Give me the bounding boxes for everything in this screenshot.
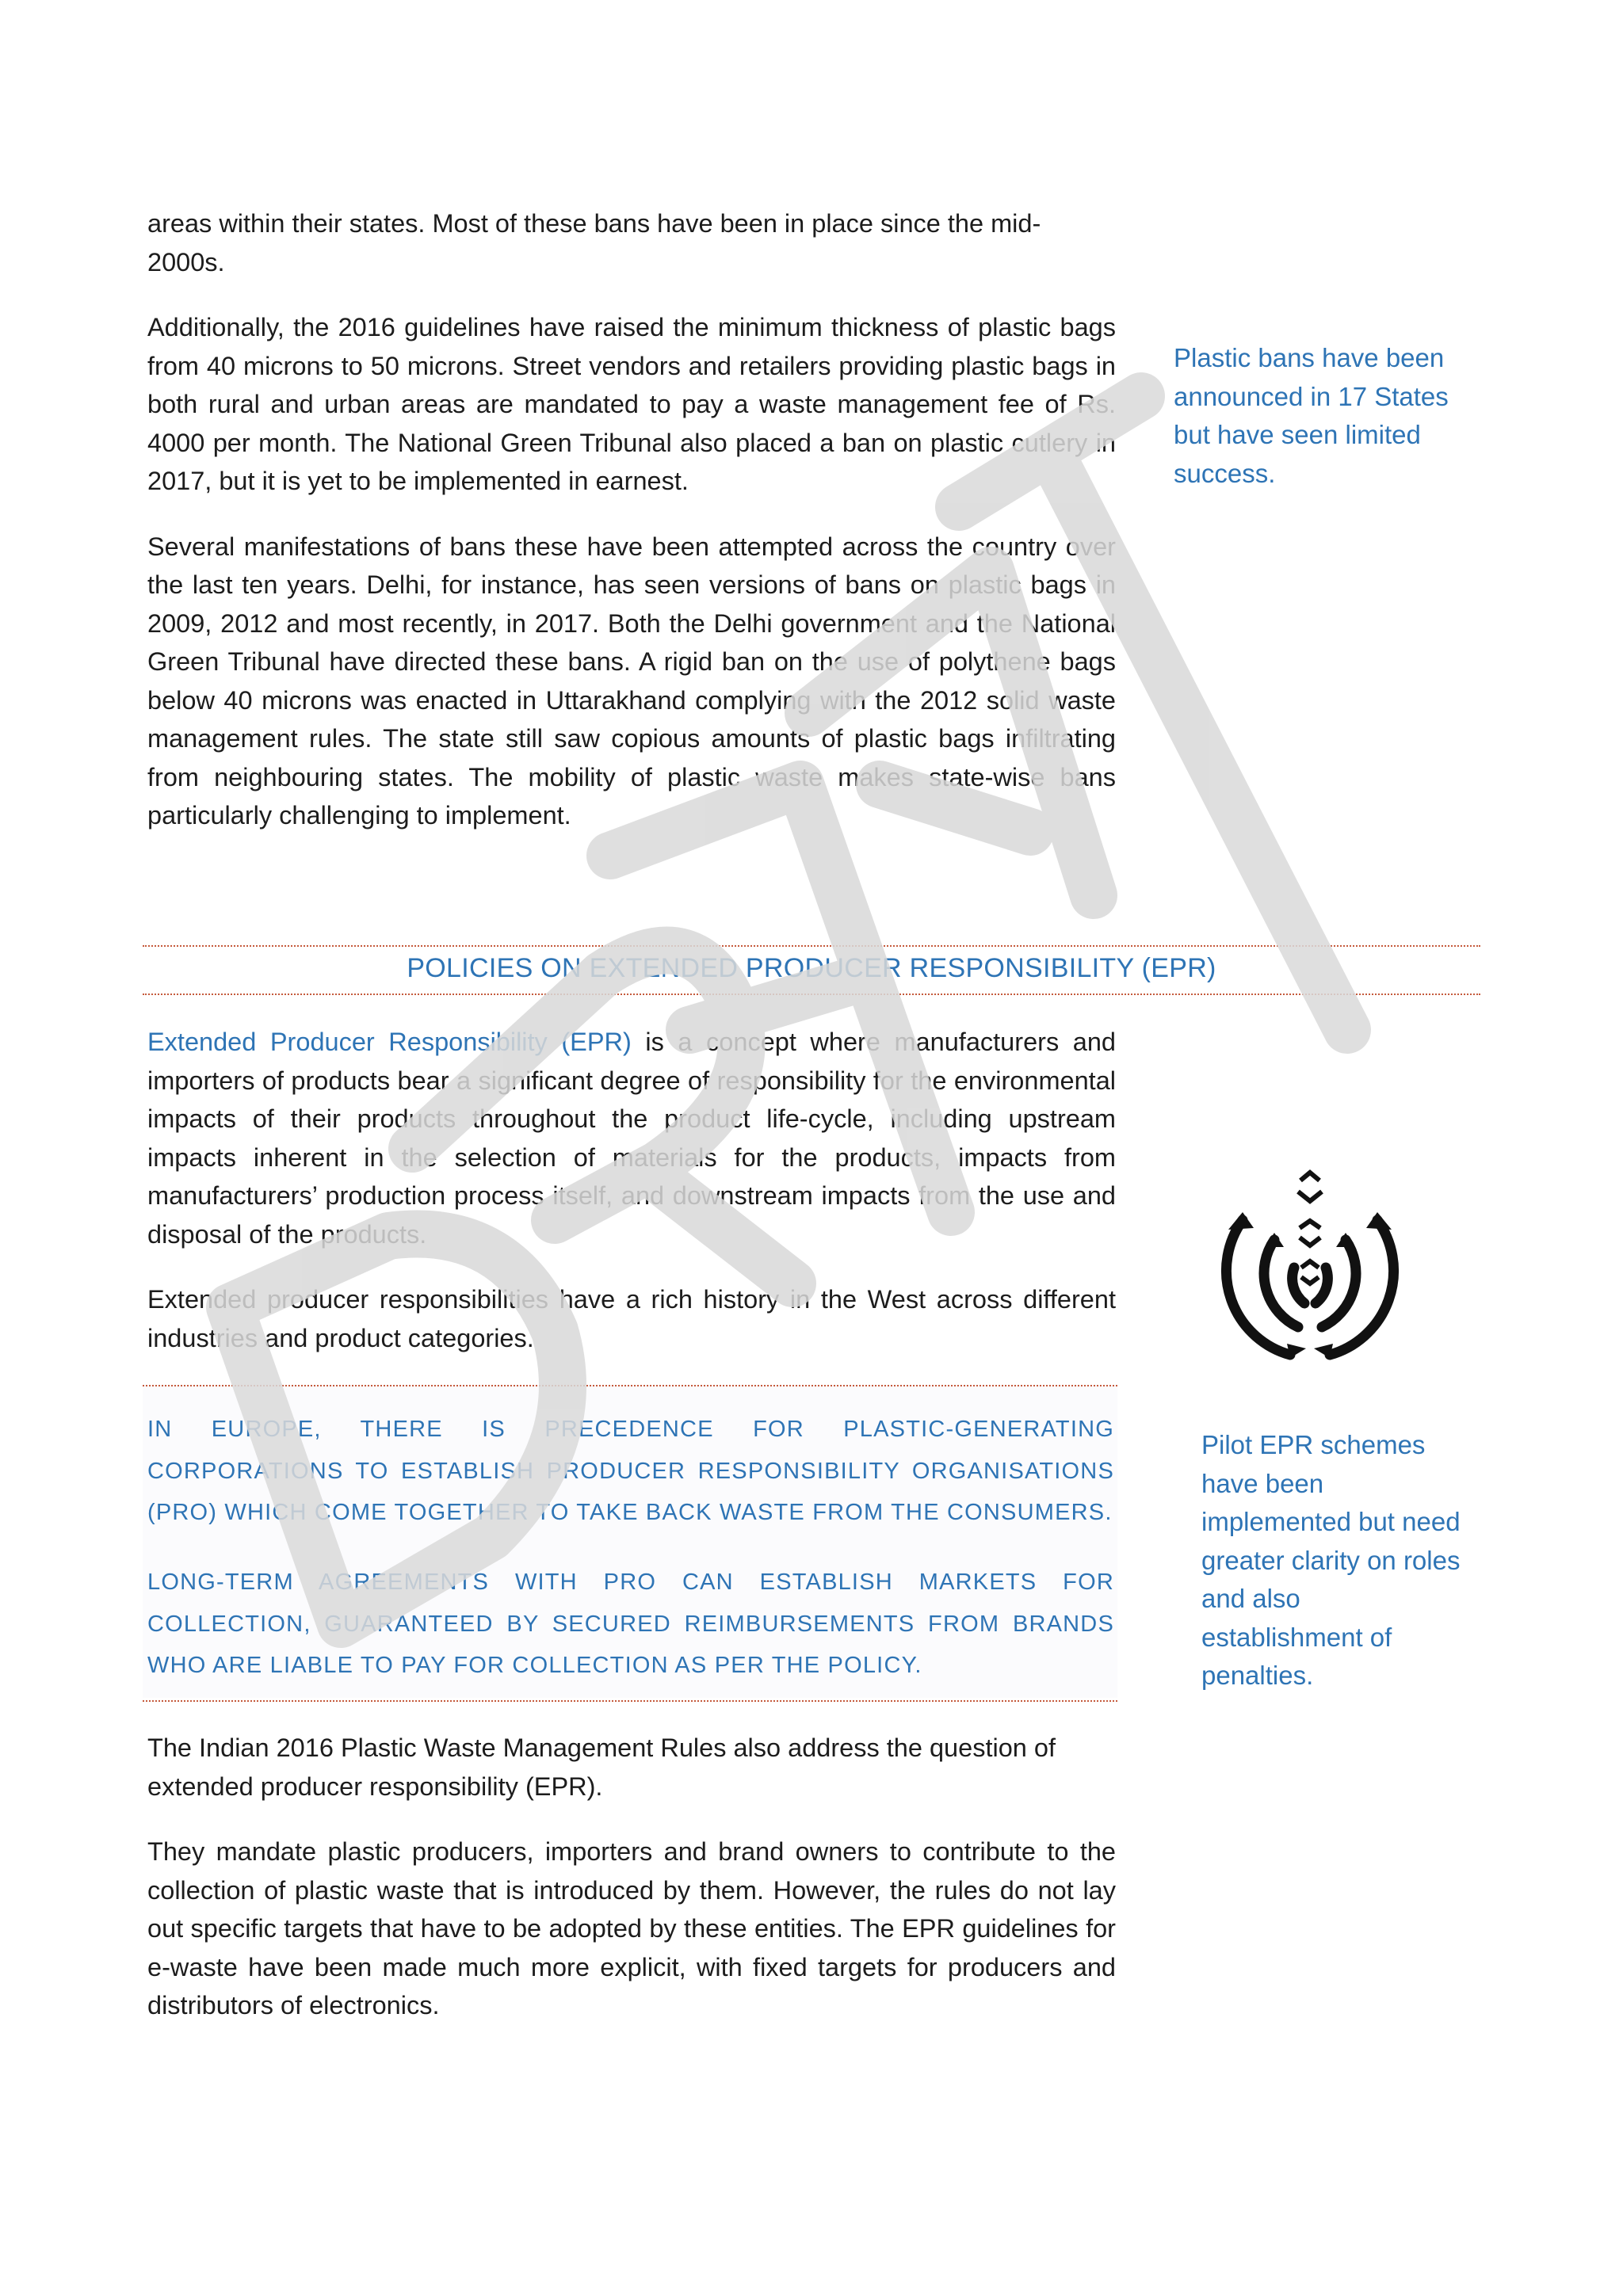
body-column-bottom [147,1729,1116,2025]
epr-definition-text: is a concept where manufacturers and importers of products bear a significant degree of responsibility for the environmental impacts of their products throughout the product life-cycle, including upstream impacts inherent in the selection of materials for the products, impacts from manufacturers’ production process itself, and downstream impacts from the use and disposal of the products. [147,1028,1116,1249]
callout-europe-pro: IN EUROPE, THERE IS PRECEDENCE FOR PLASTIC-GENERATING CORPORATIONS TO ESTABLISH PRODUCER RESPONSIBILITY ORGANISATIONS (PRO) WHICH COME TOGETHER TO TAKE BACK WASTE FROM THE CONSUMERS. [147,1417,1114,1525]
callout-rule-top [143,1385,1117,1386]
paragraph-indian-rules: The Indian 2016 Plastic Waste Management Rules also address the question of extended producer responsibility (EPR). [147,1733,1056,1801]
paragraph-epr-mandate: They mandate plastic producers, importers and brand owners to contribute to the collection of plastic waste that is introduced by them. However, the rules do not lay out specific targets that have to be adopted by these entities. The EPR guidelines for e-waste have been made much more explicit, with fixed targets for producers and distributors of electronics. [147,1837,1116,2019]
sidebar-note-pilot-epr: Pilot EPR schemes have been implemented but need greater clarity on roles and also establishment of penalties. [1201,1430,1461,1690]
body-column-epr [147,1023,1116,1357]
section-title: POLICIES ON EXTENDED PRODUCER RESPONSIBILITY (EPR) [407,953,1216,983]
epr-term: Extended Producer Responsibility (EPR) [147,1028,632,1056]
paragraph-state-bans-intro: areas within their states. Most of these bans have been in place since the mid-2000s. [147,209,1041,277]
paragraph-epr-definition [147,1023,1116,1253]
body-column-top [147,204,1116,835]
paragraph-ban-manifestations: Several manifestations of bans these have been attempted across the country over the last ten years. Delhi, for instance, has seen versions of bans on plastic bags in 2009, 2012 and most recently, in 2017. Both the Delhi government and the National Green Tribunal have directed these bans. A rigid ban on the use of polythene bags below 40 microns was enacted in Uttarakhand complying with the 2012 solid waste management rules. The state still saw copious amounts of plastic bags infiltrating from neighbouring states. The mobility of plastic waste makes state-wise bans particularly challenging to implement. [147,532,1116,830]
paragraph-west-history: Extended producer responsibilities have a rich history in the West across different industries and product categories. [147,1285,1116,1352]
callout-long-term-agreements: LONG-TERM AGREEMENTS WITH PRO CAN ESTABLISH MARKETS FOR COLLECTION, GUARANTEED BY SECURED REIMBURSEMENTS FROM BRANDS WHO ARE LIABLE TO PAY FOR COLLECTION AS PER THE POLICY. [147,1569,1114,1678]
recycle-circles-icon [1211,1165,1409,1371]
section-rule-bottom [143,994,1480,995]
callout-rule-bottom [143,1700,1117,1702]
paragraph-2016-guidelines: Additionally, the 2016 guidelines have raised the minimum thickness of plastic bags from 40 microns to 50 microns. Street vendors and retailers providing plastic bags in both rural and urban areas are mandated to pay a waste management fee of Rs. 4000 per month. The National Green Tribunal also placed a ban on plastic cutlery in 2017, but it is yet to be implemented in earnest. [147,313,1116,495]
sidebar-note-plastic-bans: Plastic bans have been announced in 17 States but have seen limited success. [1174,343,1449,488]
section-rule-top [143,945,1480,947]
